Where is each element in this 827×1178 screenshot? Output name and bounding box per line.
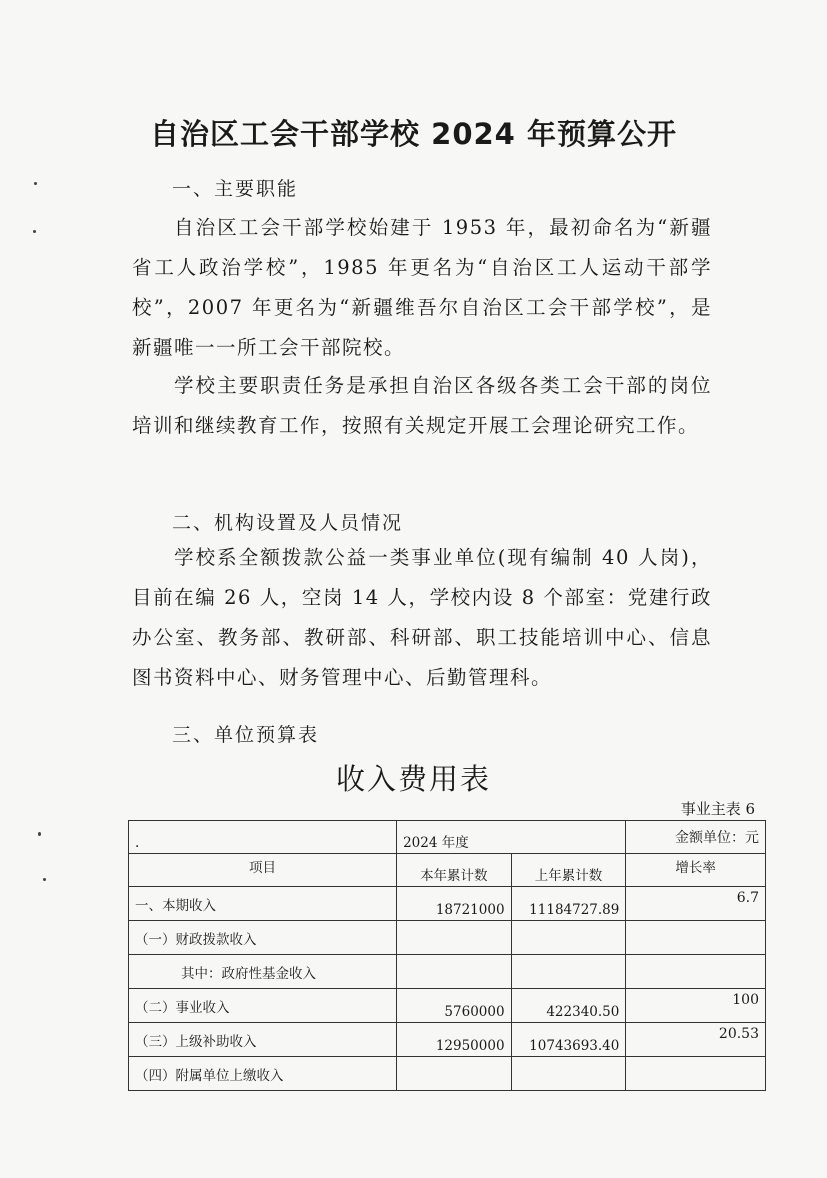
table-title: 收入费用表 — [335, 762, 491, 796]
row-prior — [511, 1057, 626, 1091]
header-prior: 上年累计数 — [511, 854, 626, 887]
table-row — [129, 1057, 766, 1091]
row-growth — [626, 921, 766, 955]
scan-speck — [38, 832, 41, 836]
scan-speck — [33, 230, 36, 233]
row-current: 18721000 — [397, 887, 511, 921]
header-year-cell: 2024 年度 — [397, 821, 626, 854]
row-growth: 100 — [626, 989, 766, 1023]
row-item: （四）附属单位上缴收入 — [129, 1057, 397, 1091]
row-growth: 6.7 — [626, 887, 766, 921]
row-prior: 422340.50 — [511, 989, 626, 1023]
row-prior — [511, 955, 626, 989]
row-item: 一、本期收入 — [129, 887, 397, 921]
table-header-row-2 — [129, 854, 766, 887]
section-2-heading: 二、机构设置及人员情况 — [172, 512, 404, 534]
header-unit-cell: 金额单位：元 — [626, 821, 766, 854]
row-item: 其中：政府性基金收入 — [129, 955, 397, 989]
scan-speck — [34, 182, 37, 185]
section-2-paragraph-1: 学校系全额拨款公益一类事业单位(现有编制 40 人岗)，目前在编 26 人，空岗 14 人，学校内设 8 个部室：党建行政办公室、教务部、教研部、科研部、职工技能培训中心、信息图书资料中心、财务管理中心、后勤管理科。 — [132, 546, 712, 689]
section-3-heading: 三、单位预算表 — [172, 724, 320, 746]
table-code: 事业主表 6 — [680, 800, 755, 818]
row-prior — [511, 921, 626, 955]
row-growth: 20.53 — [626, 1023, 766, 1057]
row-current — [397, 921, 511, 955]
row-current — [397, 1057, 511, 1091]
header-growth: 增长率 — [626, 854, 766, 887]
row-growth — [626, 1057, 766, 1091]
row-current: 12950000 — [397, 1023, 511, 1057]
scan-speck — [43, 878, 46, 881]
page-title: 自治区工会干部学校 2024 年预算公开 — [150, 117, 677, 151]
row-prior: 10743693.40 — [511, 1023, 626, 1057]
section-1-paragraph-1: 自治区工会干部学校始建于 1953 年，最初命名为“新疆省工人政治学校”，1985 年更名为“自治区工人运动干部学校”，2007 年更名为“新疆维吾尔自治区工会干部学校”，是新疆唯一一所工会干部院校。 — [132, 216, 712, 359]
table-row — [129, 1023, 766, 1057]
row-item: （一）财政拨款收入 — [129, 921, 397, 955]
section-1-paragraph-2: 学校主要职责任务是承担自治区各级各类工会干部的岗位培训和继续教育工作，按照有关规定开展工会理论研究工作。 — [132, 374, 712, 437]
table-row — [129, 989, 766, 1023]
table-row — [129, 921, 766, 955]
section-1-heading: 一、主要职能 — [172, 178, 299, 200]
income-expense-table — [128, 820, 766, 1091]
row-item: （二）事业收入 — [129, 989, 397, 1023]
row-prior: 11184727.89 — [511, 887, 626, 921]
row-current: 5760000 — [397, 989, 511, 1023]
header-item: 项目 — [129, 854, 397, 887]
header-current: 本年累计数 — [397, 854, 511, 887]
table-row — [129, 955, 766, 989]
table-row — [129, 887, 766, 921]
table-header-row-1 — [129, 821, 766, 854]
header-top-left-cell: . — [129, 821, 397, 854]
row-growth — [626, 955, 766, 989]
row-item: （三）上级补助收入 — [129, 1023, 397, 1057]
row-current — [397, 955, 511, 989]
